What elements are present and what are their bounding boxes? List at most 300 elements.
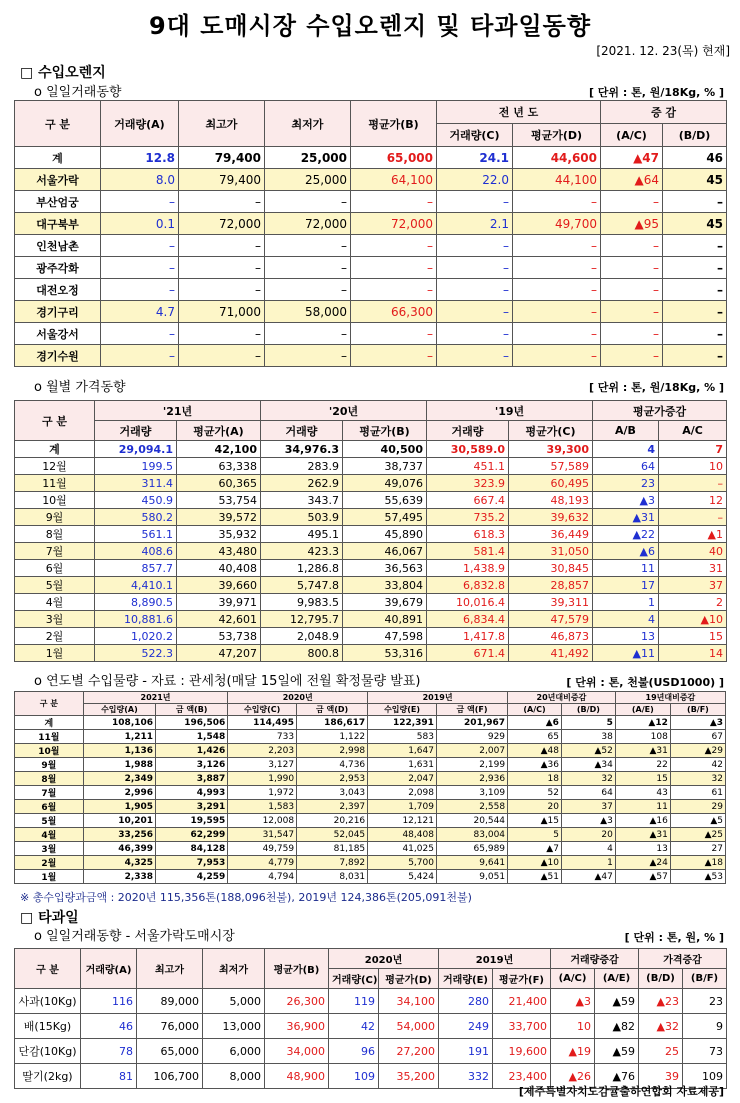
- table-cell: 122,391: [368, 716, 437, 730]
- table-cell: –: [101, 235, 179, 257]
- table-cell: 20,544: [436, 814, 507, 828]
- table-cell: –: [663, 235, 727, 257]
- table-cell: 2.1: [437, 213, 513, 235]
- table-cell: 451.1: [427, 458, 509, 475]
- row-label: 5월: [15, 814, 84, 828]
- table-cell: 32: [670, 772, 725, 786]
- table-row: [15, 1039, 727, 1064]
- table-cell: 19,595: [156, 814, 228, 828]
- table-row: [15, 458, 727, 475]
- table-cell: 49,759: [228, 842, 297, 856]
- table-cell: 43: [615, 786, 670, 800]
- table-cell: 522.3: [95, 645, 177, 662]
- table-cell: 35,932: [177, 526, 261, 543]
- table-cell: ▲6: [593, 543, 659, 560]
- col-gu: 구 분: [15, 101, 101, 147]
- col-max: 최고가: [179, 101, 265, 147]
- table-cell: 11: [615, 800, 670, 814]
- y-col-amtB: 금 액(B): [156, 704, 228, 716]
- table-cell: –: [513, 279, 601, 301]
- y-col-bd: (B/D): [561, 704, 615, 716]
- row-label: 계: [15, 716, 84, 730]
- table-cell: ▲16: [615, 814, 670, 828]
- table-cell: 22.0: [437, 169, 513, 191]
- col-prev-vol: 거래량(C): [437, 124, 513, 147]
- table-cell: 27: [670, 842, 725, 856]
- table-cell: ▲3: [561, 814, 615, 828]
- table-row: [15, 611, 727, 628]
- table-cell: –: [265, 345, 351, 367]
- table-cell: –: [601, 235, 663, 257]
- table-cell: 323.9: [427, 475, 509, 492]
- row-label: 1월: [15, 645, 95, 662]
- table-cell: –: [179, 279, 265, 301]
- table-cell: 1,583: [228, 800, 297, 814]
- table-cell: 5,700: [368, 856, 437, 870]
- row-label: 9월: [15, 758, 84, 772]
- table-cell: 39,300: [509, 441, 593, 458]
- table-cell: 60,495: [509, 475, 593, 492]
- table-cell: 22: [615, 758, 670, 772]
- table-row: [15, 989, 727, 1014]
- table-cell: –: [101, 257, 179, 279]
- table-cell: ▲76: [595, 1064, 639, 1089]
- y-col-21: 2021년: [83, 692, 227, 704]
- table-cell: –: [513, 257, 601, 279]
- table-cell: 55,639: [343, 492, 427, 509]
- table-cell: 64: [561, 786, 615, 800]
- table-cell: 2,098: [368, 786, 437, 800]
- table-cell: –: [437, 301, 513, 323]
- m-col-21: '21년: [95, 401, 261, 421]
- row-label: 경기구리: [15, 301, 101, 323]
- y-col-ac: (A/C): [508, 704, 562, 716]
- table-cell: ▲32: [639, 1014, 683, 1039]
- table-cell: 4,794: [228, 870, 297, 884]
- table-cell: 1,548: [156, 730, 228, 744]
- table-cell: ▲3: [551, 989, 595, 1014]
- o-col-bf: (B/F): [683, 969, 727, 989]
- table-row: [15, 323, 727, 345]
- table-cell: 4,259: [156, 870, 228, 884]
- table-cell: ▲64: [601, 169, 663, 191]
- table-cell: 119: [329, 989, 379, 1014]
- table-row: [15, 628, 727, 645]
- unit-daily: [ 단위 : 톤, 원/18Kg, % ]: [588, 86, 724, 99]
- table-cell: –: [351, 345, 437, 367]
- row-label: 11월: [15, 730, 84, 744]
- table-cell: 2,007: [436, 744, 507, 758]
- table-cell: 18: [508, 772, 562, 786]
- table-cell: 72,000: [265, 213, 351, 235]
- row-label: 서울가락: [15, 169, 101, 191]
- table-cell: 31,547: [228, 828, 297, 842]
- row-label: 계: [15, 147, 101, 169]
- table-row: [15, 560, 727, 577]
- table-cell: ▲24: [615, 856, 670, 870]
- table-cell: 71,000: [179, 301, 265, 323]
- table-cell: –: [663, 301, 727, 323]
- table-cell: 3,887: [156, 772, 228, 786]
- m-col-chg: 평균가증감: [593, 401, 727, 421]
- table-cell: 7,892: [297, 856, 368, 870]
- table-cell: 3,043: [297, 786, 368, 800]
- table-row: [15, 856, 726, 870]
- table-cell: 17: [593, 577, 659, 594]
- table-cell: 72,000: [179, 213, 265, 235]
- table-cell: 40,891: [343, 611, 427, 628]
- table-cell: ▲7: [508, 842, 562, 856]
- table-cell: 57,495: [343, 509, 427, 526]
- table-cell: 9: [683, 1014, 727, 1039]
- y-col-c20: 20년대비증감: [508, 692, 616, 704]
- table-row: [15, 213, 727, 235]
- row-label: 9월: [15, 509, 95, 526]
- table-cell: 25,000: [265, 147, 351, 169]
- table-cell: 14: [659, 645, 727, 662]
- table-cell: 12,008: [228, 814, 297, 828]
- section-other: □ 타과일: [20, 910, 79, 926]
- table-cell: 62,299: [156, 828, 228, 842]
- row-label: 7월: [15, 786, 84, 800]
- table-cell: –: [351, 191, 437, 213]
- table-cell: ▲95: [601, 213, 663, 235]
- table-row: [15, 870, 726, 884]
- o-col-volE: 거래량(E): [439, 969, 493, 989]
- table-cell: 20: [561, 828, 615, 842]
- table-row: [15, 301, 727, 323]
- table-cell: 11: [593, 560, 659, 577]
- table-cell: 581.4: [427, 543, 509, 560]
- table-cell: 66,300: [351, 301, 437, 323]
- table-cell: 78: [81, 1039, 137, 1064]
- table-cell: –: [179, 235, 265, 257]
- table-cell: 343.7: [261, 492, 343, 509]
- table-cell: 10: [659, 458, 727, 475]
- row-label: 4월: [15, 594, 95, 611]
- table-cell: 81,185: [297, 842, 368, 856]
- table-cell: 46: [81, 1014, 137, 1039]
- table-cell: –: [663, 323, 727, 345]
- table-cell: –: [179, 257, 265, 279]
- table-cell: 46,399: [83, 842, 155, 856]
- table-cell: 53,316: [343, 645, 427, 662]
- table-cell: 13: [615, 842, 670, 856]
- table-cell: 32: [561, 772, 615, 786]
- o-col-pchg: 가격증감: [639, 949, 727, 969]
- table-cell: 8,031: [297, 870, 368, 884]
- table-cell: 857.7: [95, 560, 177, 577]
- table-row: [15, 169, 727, 191]
- col-min: 최저가: [265, 101, 351, 147]
- table-cell: 1,417.8: [427, 628, 509, 645]
- table-cell: –: [513, 345, 601, 367]
- table-cell: 41,025: [368, 842, 437, 856]
- table-cell: 39: [639, 1064, 683, 1089]
- table-cell: ▲10: [508, 856, 562, 870]
- table-cell: 46: [663, 147, 727, 169]
- table-cell: ▲22: [593, 526, 659, 543]
- monthly-table: [14, 400, 727, 662]
- o-col-gu: 구 분: [15, 949, 81, 989]
- table-cell: 33,700: [493, 1014, 551, 1039]
- other-fruit-body: [15, 989, 727, 1089]
- table-cell: 34,976.3: [261, 441, 343, 458]
- table-cell: 42,100: [177, 441, 261, 458]
- row-label: 6월: [15, 560, 95, 577]
- table-cell: 39,679: [343, 594, 427, 611]
- table-cell: 283.9: [261, 458, 343, 475]
- table-cell: 12.8: [101, 147, 179, 169]
- table-cell: ▲82: [595, 1014, 639, 1039]
- table-cell: 280: [439, 989, 493, 1014]
- table-cell: 34,000: [265, 1039, 329, 1064]
- table-cell: –: [601, 257, 663, 279]
- table-cell: 65,000: [351, 147, 437, 169]
- daily-orange-table: [14, 100, 727, 367]
- col-prev-avg: 평균가(D): [513, 124, 601, 147]
- table-cell: 0.1: [101, 213, 179, 235]
- table-cell: 52: [508, 786, 562, 800]
- table-cell: 2,996: [83, 786, 155, 800]
- table-cell: 8,000: [203, 1064, 265, 1089]
- table-row: [15, 279, 727, 301]
- y-col-ae: (A/E): [615, 704, 670, 716]
- table-cell: –: [601, 279, 663, 301]
- table-cell: 12,795.7: [261, 611, 343, 628]
- table-cell: –: [437, 279, 513, 301]
- table-cell: –: [513, 191, 601, 213]
- table-cell: 47,598: [343, 628, 427, 645]
- table-cell: –: [437, 257, 513, 279]
- table-cell: –: [351, 235, 437, 257]
- table-cell: 37: [659, 577, 727, 594]
- table-row: [15, 594, 727, 611]
- table-cell: 29: [670, 800, 725, 814]
- table-row: [15, 257, 727, 279]
- table-cell: ▲47: [561, 870, 615, 884]
- row-label: 4월: [15, 828, 84, 842]
- table-cell: 40,408: [177, 560, 261, 577]
- table-cell: 2,936: [436, 772, 507, 786]
- table-cell: 1,438.9: [427, 560, 509, 577]
- table-cell: 1,426: [156, 744, 228, 758]
- table-row: [15, 345, 727, 367]
- table-cell: 48,408: [368, 828, 437, 842]
- table-cell: 423.3: [261, 543, 343, 560]
- m-col-20: '20년: [261, 401, 427, 421]
- table-cell: 4,410.1: [95, 577, 177, 594]
- table-cell: –: [601, 301, 663, 323]
- row-label: 2월: [15, 856, 84, 870]
- table-cell: 42,601: [177, 611, 261, 628]
- table-cell: 1: [593, 594, 659, 611]
- table-cell: 12,121: [368, 814, 437, 828]
- table-cell: 49,700: [513, 213, 601, 235]
- table-cell: 84,128: [156, 842, 228, 856]
- table-cell: 1,709: [368, 800, 437, 814]
- table-row: [15, 526, 727, 543]
- table-cell: –: [437, 191, 513, 213]
- m-col-19: '19년: [427, 401, 593, 421]
- table-cell: ▲1: [659, 526, 727, 543]
- table-cell: 20: [508, 800, 562, 814]
- table-cell: 2,338: [83, 870, 155, 884]
- table-cell: –: [179, 345, 265, 367]
- table-cell: 43,480: [177, 543, 261, 560]
- o-col-vchg: 거래량증감: [551, 949, 639, 969]
- table-cell: –: [265, 323, 351, 345]
- table-cell: 1: [561, 856, 615, 870]
- table-cell: 72,000: [351, 213, 437, 235]
- table-cell: 25,000: [265, 169, 351, 191]
- table-row: [15, 509, 727, 526]
- table-cell: ▲34: [561, 758, 615, 772]
- table-cell: 4,779: [228, 856, 297, 870]
- table-cell: 1,136: [83, 744, 155, 758]
- table-cell: 4.7: [101, 301, 179, 323]
- row-label: 배(15Kg): [15, 1014, 81, 1039]
- row-label: 광주각화: [15, 257, 101, 279]
- row-label: 대구북부: [15, 213, 101, 235]
- table-cell: 667.4: [427, 492, 509, 509]
- page-title: 9대 도매시장 수입오렌지 및 타과일동향: [148, 12, 592, 40]
- table-cell: 23,400: [493, 1064, 551, 1089]
- table-cell: 25: [639, 1039, 683, 1064]
- table-row: [15, 441, 727, 458]
- m-col-avgB: 평균가(B): [343, 421, 427, 441]
- table-cell: 495.1: [261, 526, 343, 543]
- table-cell: 2,203: [228, 744, 297, 758]
- table-cell: 30,589.0: [427, 441, 509, 458]
- table-cell: 39,660: [177, 577, 261, 594]
- row-label: 계: [15, 441, 95, 458]
- row-label: 6월: [15, 800, 84, 814]
- table-cell: 561.1: [95, 526, 177, 543]
- m-col-ab: A/B: [593, 421, 659, 441]
- table-cell: 24.1: [437, 147, 513, 169]
- table-cell: ▲57: [615, 870, 670, 884]
- table-cell: –: [663, 191, 727, 213]
- table-cell: 34,100: [379, 989, 439, 1014]
- table-cell: 39,971: [177, 594, 261, 611]
- o-col-min: 최저가: [203, 949, 265, 989]
- table-cell: –: [659, 509, 727, 526]
- table-cell: 114,495: [228, 716, 297, 730]
- table-cell: 201,967: [436, 716, 507, 730]
- table-cell: 57,589: [509, 458, 593, 475]
- table-cell: –: [663, 279, 727, 301]
- table-cell: 1,631: [368, 758, 437, 772]
- table-cell: ▲3: [670, 716, 725, 730]
- table-cell: 26,300: [265, 989, 329, 1014]
- table-cell: 5,747.8: [261, 577, 343, 594]
- table-cell: 9,051: [436, 870, 507, 884]
- table-cell: 40: [659, 543, 727, 560]
- table-cell: 311.4: [95, 475, 177, 492]
- table-cell: –: [265, 279, 351, 301]
- table-cell: 37: [561, 800, 615, 814]
- o-col-bd: (B/D): [639, 969, 683, 989]
- table-cell: 79,400: [179, 147, 265, 169]
- table-cell: ▲47: [601, 147, 663, 169]
- table-cell: ▲52: [561, 744, 615, 758]
- table-cell: 108: [615, 730, 670, 744]
- table-row: [15, 645, 727, 662]
- table-cell: 2,047: [368, 772, 437, 786]
- table-row: [15, 543, 727, 560]
- table-cell: 3,126: [156, 758, 228, 772]
- table-cell: ▲29: [670, 744, 725, 758]
- table-cell: 10,201: [83, 814, 155, 828]
- table-cell: ▲26: [551, 1064, 595, 1089]
- table-cell: 1,988: [83, 758, 155, 772]
- table-cell: 45,890: [343, 526, 427, 543]
- table-cell: 45: [663, 213, 727, 235]
- table-cell: 61: [670, 786, 725, 800]
- table-cell: –: [601, 323, 663, 345]
- table-cell: 4: [561, 842, 615, 856]
- table-cell: ▲3: [593, 492, 659, 509]
- row-label: 사과(10Kg): [15, 989, 81, 1014]
- table-cell: ▲48: [508, 744, 562, 758]
- o-col-vol: 거래량(A): [81, 949, 137, 989]
- table-cell: 79,400: [179, 169, 265, 191]
- table-row: [15, 235, 727, 257]
- table-cell: 3,291: [156, 800, 228, 814]
- table-row: [15, 758, 726, 772]
- table-cell: 108,106: [83, 716, 155, 730]
- table-cell: ▲31: [615, 744, 670, 758]
- table-cell: –: [663, 345, 727, 367]
- table-cell: 31: [659, 560, 727, 577]
- table-cell: 6,832.8: [427, 577, 509, 594]
- y-col-amtF: 금 액(F): [436, 704, 507, 716]
- table-cell: 249: [439, 1014, 493, 1039]
- table-cell: ▲59: [595, 989, 639, 1014]
- row-label: 8월: [15, 772, 84, 786]
- table-cell: 46,873: [509, 628, 593, 645]
- table-cell: 1,647: [368, 744, 437, 758]
- table-cell: 13: [593, 628, 659, 645]
- table-cell: 9,983.5: [261, 594, 343, 611]
- table-row: [15, 814, 726, 828]
- table-cell: –: [513, 301, 601, 323]
- o-col-ae: (A/E): [595, 969, 639, 989]
- table-cell: 13,000: [203, 1014, 265, 1039]
- section-orange: □ 수입오렌지: [20, 65, 106, 81]
- table-cell: 671.4: [427, 645, 509, 662]
- table-cell: 65,000: [137, 1039, 203, 1064]
- table-cell: 67: [670, 730, 725, 744]
- unit-monthly: [ 단위 : 톤, 원/18Kg, % ]: [588, 381, 724, 394]
- table-cell: 65,989: [436, 842, 507, 856]
- table-row: [15, 786, 726, 800]
- table-row: [15, 730, 726, 744]
- table-cell: 42: [670, 758, 725, 772]
- m-col-gu: 구 분: [15, 401, 95, 441]
- table-cell: 2,397: [297, 800, 368, 814]
- o-col-20: 2020년: [329, 949, 439, 969]
- table-cell: 2,998: [297, 744, 368, 758]
- m-col-avgA: 평균가(A): [177, 421, 261, 441]
- table-cell: 116: [81, 989, 137, 1014]
- table-cell: 4: [593, 441, 659, 458]
- table-cell: 39,311: [509, 594, 593, 611]
- report-date: [2021. 12. 23(목) 현재]: [596, 44, 730, 58]
- table-cell: 20,216: [297, 814, 368, 828]
- row-label: 부산엄궁: [15, 191, 101, 213]
